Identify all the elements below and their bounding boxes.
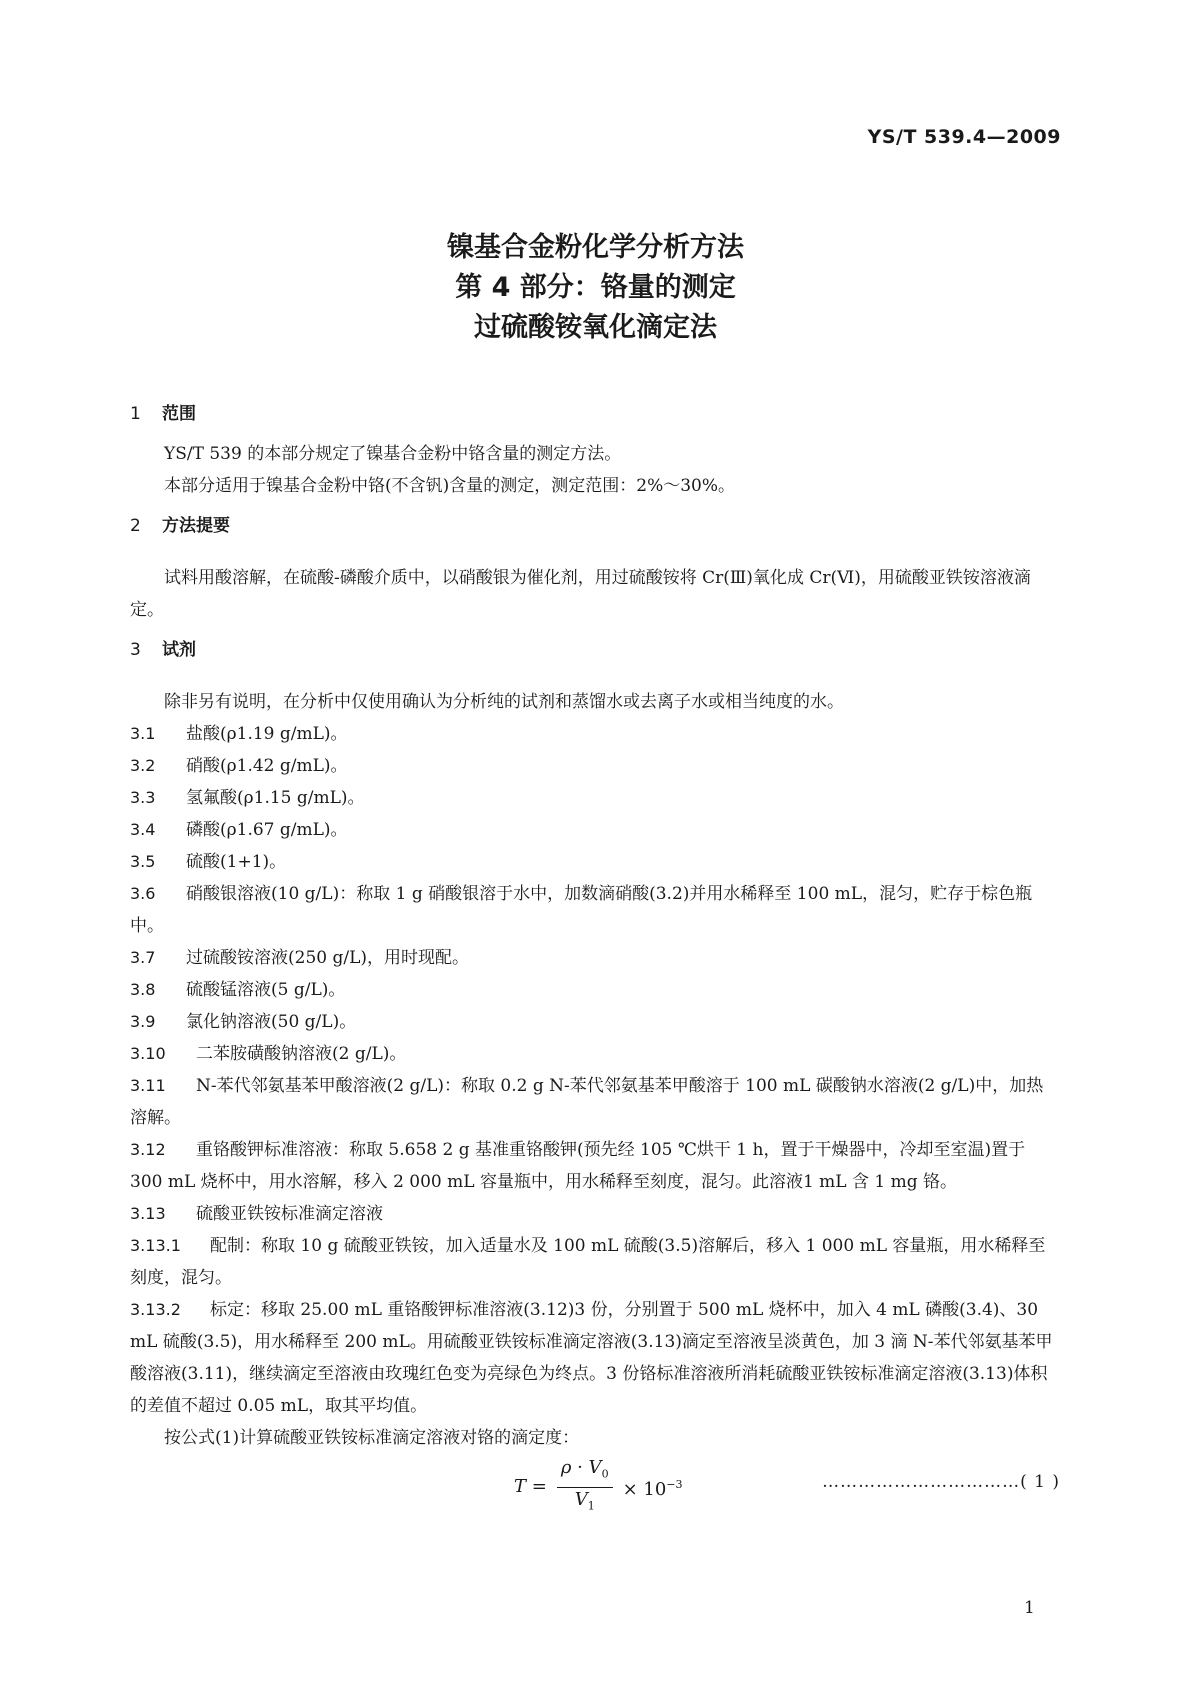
section-number: 2 [130, 516, 141, 536]
title-line-2: 第 4 部分：铬量的测定 [455, 272, 736, 303]
formula-row [130, 1456, 1060, 1512]
reagent-item: 3.4 磷酸(ρ1.67 g/mL)。 [130, 820, 348, 840]
section-3-heading [130, 634, 1060, 666]
reagent-item: 3.13 硫酸亚铁铵标准滴定溶液 [130, 1204, 383, 1224]
reagent-item: 3.6 硝酸银溶液(10 g/L)：称取 1 g 硝酸银溶于水中，加数滴硝酸(3.2)并用水稀释至 100 mL，混匀，贮存于棕色瓶中。 [130, 884, 1033, 936]
section-title: 试剂 [162, 640, 196, 660]
formula-exponent: −3 [666, 1477, 683, 1491]
formula-1 [514, 1456, 683, 1518]
standard-code: YS/T 539.4—2009 [867, 126, 1061, 148]
formula-lhs: T = [514, 1476, 547, 1498]
document-body [130, 398, 1060, 1512]
section-number: 1 [130, 404, 141, 424]
equation-number: ……………………………( 1 ) [822, 1472, 1060, 1492]
section-title: 范围 [162, 404, 196, 424]
formula-intro: 按公式(1)计算硫酸亚铁铵标准滴定溶液对铬的滴定度： [164, 1428, 580, 1448]
section-2-heading [130, 510, 1060, 542]
reagent-item: 3.12 重铬酸钾标准溶液：称取 5.658 2 g 基准重铬酸钾(预先经 105 ℃烘干 1 h，置于干燥器中，冷却至室温)置于 300 mL 烧杯中，用水溶解，移入 2 000 mL 容量瓶中，用水稀释至刻度，混匀。此溶液1 mL 含 1 mg 铬。 [130, 1140, 1026, 1192]
section-number: 3 [130, 640, 141, 660]
section-1-paragraph-2: 本部分适用于镍基合金粉中铬(不含钒)含量的测定，测定范围：2%～30%。 [164, 476, 736, 496]
reagent-item: 3.1 盐酸(ρ1.19 g/mL)。 [130, 724, 348, 744]
formula-fraction [557, 1456, 613, 1518]
reagent-item: 3.7 过硫酸铵溶液(250 g/L)，用时现配。 [130, 948, 470, 968]
reagent-item: 3.9 氯化钠溶液(50 g/L)。 [130, 1012, 357, 1032]
section-1-paragraph-1: YS/T 539 的本部分规定了镍基合金粉中铬含量的测定方法。 [164, 444, 622, 464]
reagent-item: 3.3 氢氟酸(ρ1.15 g/mL)。 [130, 788, 365, 808]
title-line-3: 过硫酸铵氧化滴定法 [474, 312, 717, 343]
reagent-item: 3.13.2 标定：移取 25.00 mL 重铬酸钾标准溶液(3.12)3 份，分别置于 500 mL 烧杯中，加入 4 mL 磷酸(3.4)、30 mL 硫酸(3.5)，用水稀释至 200 mL。用硫酸亚铁铵标准滴定溶液(3.13)滴定至溶液呈淡黄色，加 3 滴 N-苯代邻氨基苯甲酸溶液(3.11)，继续滴定至溶液由玫瑰红色变为亮绿色为终点。3 份铬标准溶液所消耗硫酸亚铁铵标准滴定溶液(3.13)体积的差值不超过 0.05 mL，取其平均值。 [130, 1300, 1053, 1416]
formula-numerator: ρ · V [560, 1457, 602, 1478]
formula-denominator: V [574, 1488, 588, 1510]
reagent-item: 3.10 二苯胺磺酸钠溶液(2 g/L)。 [130, 1044, 407, 1064]
section-2-paragraph: 试料用酸溶解，在硫酸-磷酸介质中，以硝酸银为催化剂，用过硫酸铵将 Cr(Ⅲ)氧化成 Cr(Ⅵ)，用硫酸亚铁铵溶液滴定。 [130, 568, 1031, 620]
reagent-item: 3.13.1 配制：称取 10 g 硫酸亚铁铵，加入适量水及 100 mL 硫酸(3.5)溶解后，移入 1 000 mL 容量瓶，用水稀释至刻度，混匀。 [130, 1236, 1046, 1288]
reagent-item: 3.11 N-苯代邻氨基苯甲酸溶液(2 g/L)：称取 0.2 g N-苯代邻氨基苯甲酸溶于 100 mL 碳酸钠水溶液(2 g/L)中，加热溶解。 [130, 1076, 1044, 1128]
reagent-item: 3.2 硝酸(ρ1.42 g/mL)。 [130, 756, 348, 776]
formula-denominator-sub: 1 [587, 1499, 595, 1513]
formula-times: × 10 [622, 1478, 667, 1500]
section-title: 方法提要 [162, 516, 230, 536]
document-title [0, 228, 1191, 348]
section-1-heading [130, 398, 1060, 430]
formula-numerator-sub: 0 [601, 1467, 609, 1481]
page-number: 1 [1024, 1598, 1035, 1618]
reagent-item: 3.8 硫酸锰溶液(5 g/L)。 [130, 980, 346, 1000]
title-line-1: 镍基合金粉化学分析方法 [447, 232, 744, 263]
reagent-item: 3.5 硫酸(1+1)。 [130, 852, 287, 872]
section-3-intro: 除非另有说明，在分析中仅使用确认为分析纯的试剂和蒸馏水或去离子水或相当纯度的水。 [164, 692, 844, 712]
